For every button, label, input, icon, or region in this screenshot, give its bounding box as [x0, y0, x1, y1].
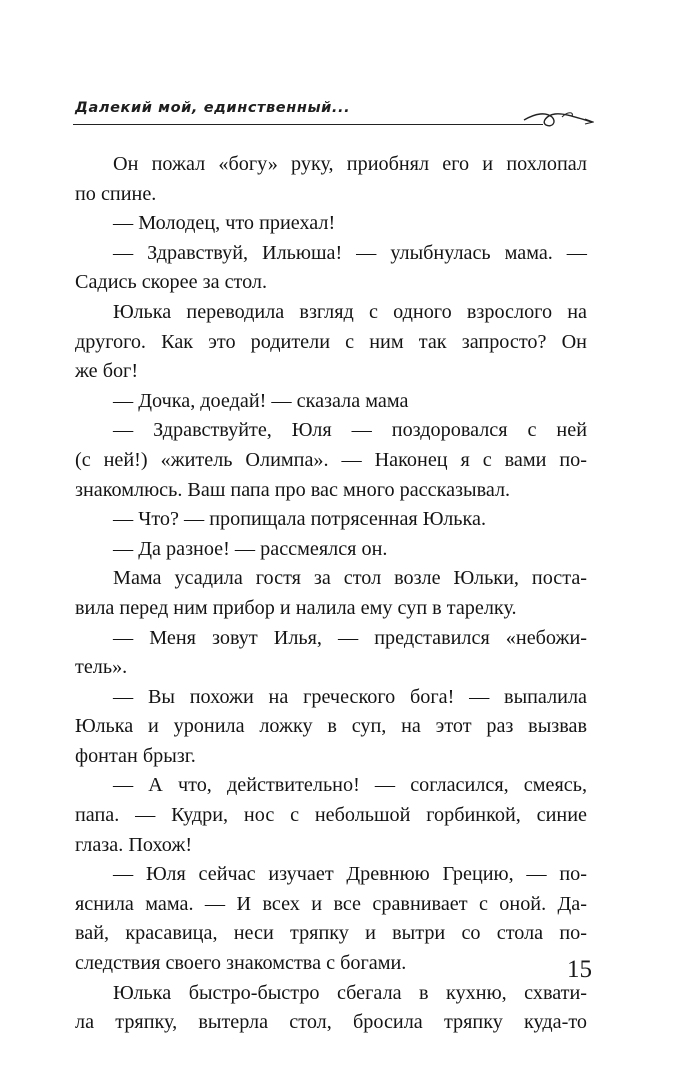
text-line: — Здравствуйте, Юля — поздоровался с ней [113, 419, 587, 442]
text-line: Юлька и уронила ложку в суп, на этот раз вызвав [75, 715, 587, 738]
text-line: (с ней!) «житель Олимпа». — Наконец я с вами по- [75, 448, 587, 471]
text-line: знакомлюсь. Ваш папа про вас много рассказывал. [75, 478, 511, 501]
text-line: — Что? — пропищала потрясенная Юлька. [113, 508, 487, 531]
text-line: же бог! [75, 360, 139, 383]
text-line: — Меня зовут Илья, — представился «небожи- [113, 626, 587, 649]
header-rule [73, 124, 543, 125]
page-number: 15 [567, 956, 592, 983]
text-line: фонтан брызг. [75, 744, 196, 767]
text-line: следствия своего знакомства с богами. [75, 952, 407, 975]
text-line: Садись скорее за стол. [75, 271, 268, 294]
text-line: — Здравствуй, Ильюша! — улыбнулась мама. — [113, 241, 587, 264]
text-line: Юлька переводила взгляд с одного взрослого на [113, 300, 587, 323]
text-line: — А что, действительно! — согласился, смеясь, [113, 774, 587, 797]
text-line: ла тряпку, вытерла стол, бросила тряпку куда-то [75, 1011, 587, 1034]
text-line: Мама усадила гостя за стол возле Юльки, поста- [113, 567, 587, 590]
text-line: глаза. Похож! [75, 833, 193, 856]
body-text [75, 150, 587, 1038]
text-line: вила перед ним прибор и налила ему суп в тарелку. [75, 596, 517, 619]
text-line: — Вы похожи на греческого бога! — выпалила [113, 685, 587, 708]
text-line: — Юля сейчас изучает Древнюю Грецию, — по- [113, 863, 587, 886]
text-line: папа. — Кудри, нос с небольшой горбинкой, синие [75, 804, 587, 827]
text-line: другого. Как это родители с ним так запросто? Он [75, 330, 587, 353]
text-line: — Да разное! — рассмеялся он. [113, 537, 388, 560]
running-head: Далекий мой, единственный... [75, 100, 351, 116]
text-line: вай, красавица, неси тряпку и вытри со стола по- [75, 922, 587, 945]
text-line: — Дочка, доедай! — сказала мама [113, 389, 409, 412]
text-line: тель». [75, 656, 128, 679]
ornament-icon [522, 103, 594, 133]
text-line: яснила мама. — И всех и все сравнивает с оной. Да- [75, 892, 587, 915]
text-line: по спине. [75, 182, 157, 205]
text-line: Он пожал «богу» руку, приобнял его и похлопал [113, 153, 587, 175]
text-line: — Молодец, что приехал! [113, 212, 336, 235]
text-line: Юлька быстро-быстро сбегала в кухню, схвати- [113, 981, 587, 1004]
